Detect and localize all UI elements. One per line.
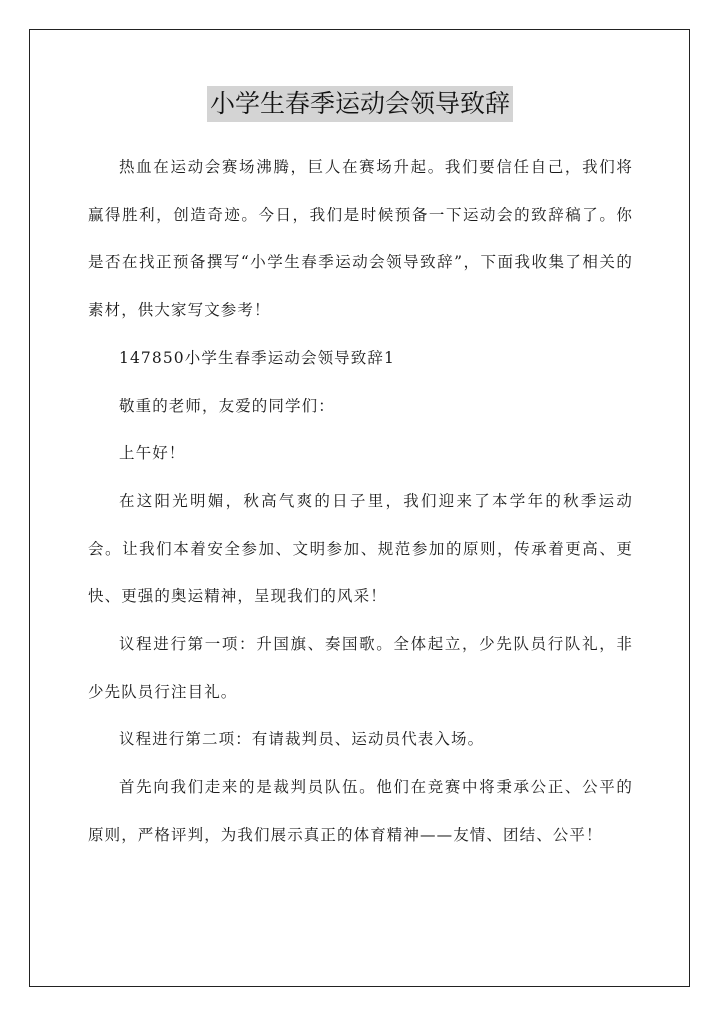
paragraph-opening: 在这阳光明媚，秋高气爽的日子里，我们迎来了本学年的秋季运动会。让我们本着安全参加、文明参加、规范参加的原则，传承着更高、更快、更强的奥运精神，呈现我们的风采！ (88, 491, 633, 606)
paragraph-agenda-2: 议程进行第二项：有请裁判员、运动员代表入场。 (119, 730, 485, 749)
paragraph-section-heading: 147850小学生春季运动会领导致辞1 (119, 348, 395, 367)
paragraph-intro: 热血在运动会赛场沸腾，巨人在赛场升起。我们要信任自己，我们将赢得胜利，创造奇迹。今日，我们是时候预备一下运动会的致辞稿了。你是否在找正预备撰写“小学生春季运动会领导致辞”，下面我收集了相关的素材，供大家写文参考！ (88, 158, 633, 320)
document-title: 小学生春季运动会领导致辞 (207, 86, 513, 122)
paragraph-agenda-1: 议程进行第一项：升国旗、奏国歌。全体起立，少先队员行队礼，非少先队员行注目礼。 (88, 635, 633, 701)
title-area (0, 86, 720, 122)
paragraph-greeting: 上午好！ (119, 444, 186, 463)
paragraph-referees: 首先向我们走来的是裁判员队伍。他们在竞赛中将秉承公正、公平的原则，严格评判，为我们展示真正的体育精神——友情、团结、公平！ (88, 778, 633, 844)
paragraph-salutation: 敬重的老师，友爱的同学们： (119, 396, 335, 415)
document-body (88, 144, 633, 860)
